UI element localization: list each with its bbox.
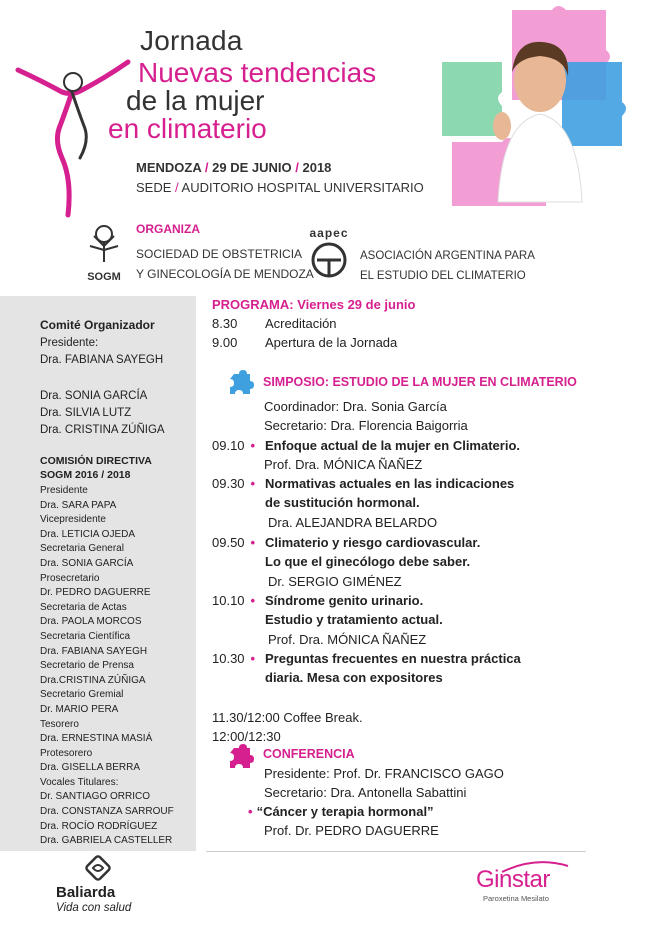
talk-title-cont: Estudio y tratamiento actual. — [265, 612, 443, 627]
aapec-logo — [304, 226, 354, 284]
conference-president: Presidente: Prof. Dr. FRANCISCO GAGO — [264, 766, 504, 781]
title-line-4: en climaterio — [108, 113, 267, 144]
talk-title-cont: de sustitución hormonal. — [265, 495, 420, 510]
sponsor-baliarda-tagline: Vida con salud — [56, 902, 132, 914]
agenda-item: Acreditación — [265, 316, 337, 331]
committee-member: Dra. CRISTINA ZÚÑIGA — [40, 424, 165, 436]
board-entry: Dra. CONSTANZA SARROUF — [40, 806, 174, 818]
event-date: MENDOZA / 29 DE JUNIO / 2018 — [136, 160, 332, 175]
conference-secretary: Secretario: Dra. Antonella Sabattini — [264, 785, 467, 800]
title-line-2: Nuevas tendencias — [138, 57, 377, 88]
conference-time: 12:00/12:30 — [212, 729, 281, 744]
talk-title: Preguntas frecuentes en nuestra práctica — [265, 651, 521, 666]
conference-title: CONFERENCIA — [263, 747, 355, 761]
conference-speaker: Prof. Dr. PEDRO DAGUERRE — [264, 823, 439, 838]
board-entry: Prosecretario — [40, 572, 100, 584]
sponsor-ginstar-tagline: Paroxetina Mesilato — [483, 894, 549, 903]
talk-title: Normativas actuales en las indicaciones — [265, 476, 515, 491]
board-entry: Dra. GISELLA BERRA — [40, 762, 141, 774]
talk-title: Climaterio y riesgo cardiovascular. — [265, 535, 481, 550]
board-list — [40, 484, 190, 849]
agenda-time: 9.00 — [212, 335, 238, 350]
board-title-2: SOGM 2016 / 2018 — [40, 469, 131, 481]
title-line-3: de la mujer — [126, 85, 265, 116]
board-entry: Secretaria Científica — [40, 630, 131, 642]
board-entry: Dra. SONIA GARCÍA — [40, 557, 134, 569]
board-entry: Dra.CRISTINA ZÚÑIGA — [40, 674, 146, 686]
sogm-logo — [78, 224, 130, 282]
talk-time: 10.30 • — [212, 651, 256, 666]
puzzle-piece-icon — [228, 744, 254, 770]
board-entry: Dra. LETICIA OJEDA — [40, 528, 136, 540]
board-entry: Vocales Titulares: — [40, 776, 119, 788]
board-entry: Secretaria de Actas — [40, 601, 127, 613]
agenda-item: Apertura de la Jornada — [265, 335, 398, 350]
talk-time: 09.30 • — [212, 476, 256, 491]
committee-member: Dra. SONIA GARCÍA — [40, 390, 148, 402]
agenda-time: 8.30 — [212, 316, 238, 331]
talk-title: Síndrome genito urinario. — [265, 593, 424, 608]
talk-speaker: Prof. Dra. MÓNICA ÑAÑEZ — [264, 457, 423, 472]
symposium-secretary: Secretario: Dra. Florencia Baigorria — [264, 418, 468, 433]
talk-time: 10.10 • — [212, 593, 256, 608]
board-entry: Presidente — [40, 485, 88, 496]
board-entry: Dra. ERNESTINA MASIÁ — [40, 733, 153, 745]
board-entry: Dra. PAOLA MORCOS — [40, 616, 142, 628]
board-entry: Dra. SARA PAPA — [40, 499, 117, 511]
talk-time: 09.10 • — [212, 438, 256, 453]
talk-time: 09.50 • — [212, 535, 256, 550]
puzzle-piece-icon — [228, 370, 254, 396]
baliarda-logo-icon — [84, 854, 112, 882]
symposium-coordinator: Coordinador: Dra. Sonia García — [264, 399, 447, 414]
talk-title: Enfoque actual de la mujer en Climaterio. — [265, 438, 521, 453]
board-entry: Dr. SANTIAGO ORRICO — [40, 791, 151, 803]
symposium-title: SIMPOSIO: ESTUDIO DE LA MUJER EN CLIMATERIO — [263, 375, 577, 389]
board-entry: Dr. MARIO PERA — [40, 703, 119, 715]
board-entry: Protesorero — [40, 747, 93, 759]
board-entry: Tesorero — [40, 718, 79, 730]
board-entry: Secretario Gremial — [40, 689, 124, 701]
aaec-name: ASOCIACIÓN ARGENTINA PARA EL ESTUDIO DEL CLIMATERIO — [360, 250, 535, 282]
talk-speaker: Dr. SERGIO GIMÉNEZ — [268, 574, 402, 589]
board-entry: Vicepresidente — [40, 514, 106, 526]
talk-title-cont: Lo que el ginecólogo debe saber. — [265, 554, 471, 569]
board-title-1: COMISIÓN DIRECTIVA — [40, 455, 152, 467]
committee-member: Dra. SILVIA LUTZ — [40, 407, 132, 419]
board-entry: Secretario de Prensa — [40, 660, 134, 672]
divider — [206, 851, 586, 852]
coffee-break: 11.30/12:00 Coffee Break. — [212, 710, 363, 725]
sogm-logo-text: SOGM — [87, 271, 121, 283]
board-entry: Dr. PEDRO DAGUERRE — [40, 587, 151, 599]
talk-title-cont: diaria. Mesa con expositores — [265, 670, 443, 685]
program-heading: PROGRAMA: Viernes 29 de junio — [212, 297, 416, 312]
president-label: Presidente: — [40, 337, 99, 349]
title-line-1: Jornada — [140, 25, 243, 56]
sogm-name: SOCIEDAD DE OBSTETRICIA Y GINECOLOGÍA DE MENDOZA — [136, 247, 314, 281]
conference-talk: • “Cáncer y terapia hormonal” — [248, 804, 434, 819]
event-venue: SEDE / AUDITORIO HOSPITAL UNIVERSITARIO — [136, 180, 424, 195]
board-entry: Dra. FABIANA SAYEGH — [40, 645, 148, 657]
puzzle-photo-illustration — [432, 2, 644, 222]
board-entry: Dra. GABRIELA CASTELLER — [40, 835, 173, 847]
aapec-logo-text: aapec — [309, 226, 349, 240]
board-entry: Dra. ROCÍO RODRÍGUEZ — [40, 820, 158, 832]
talk-speaker: Prof. Dra. MÓNICA ÑAÑEZ — [268, 632, 427, 647]
sponsor-baliarda-name: Baliarda — [56, 884, 116, 901]
committee-title: Comité Organizador — [40, 318, 155, 332]
organiza-label: ORGANIZA — [136, 222, 200, 236]
sponsor-ginstar-name: Ginstar — [476, 866, 550, 893]
president-name: Dra. FABIANA SAYEGH — [40, 354, 164, 366]
talk-speaker: Dra. ALEJANDRA BELARDO — [268, 515, 438, 530]
board-entry: Secretaria General — [40, 543, 124, 555]
